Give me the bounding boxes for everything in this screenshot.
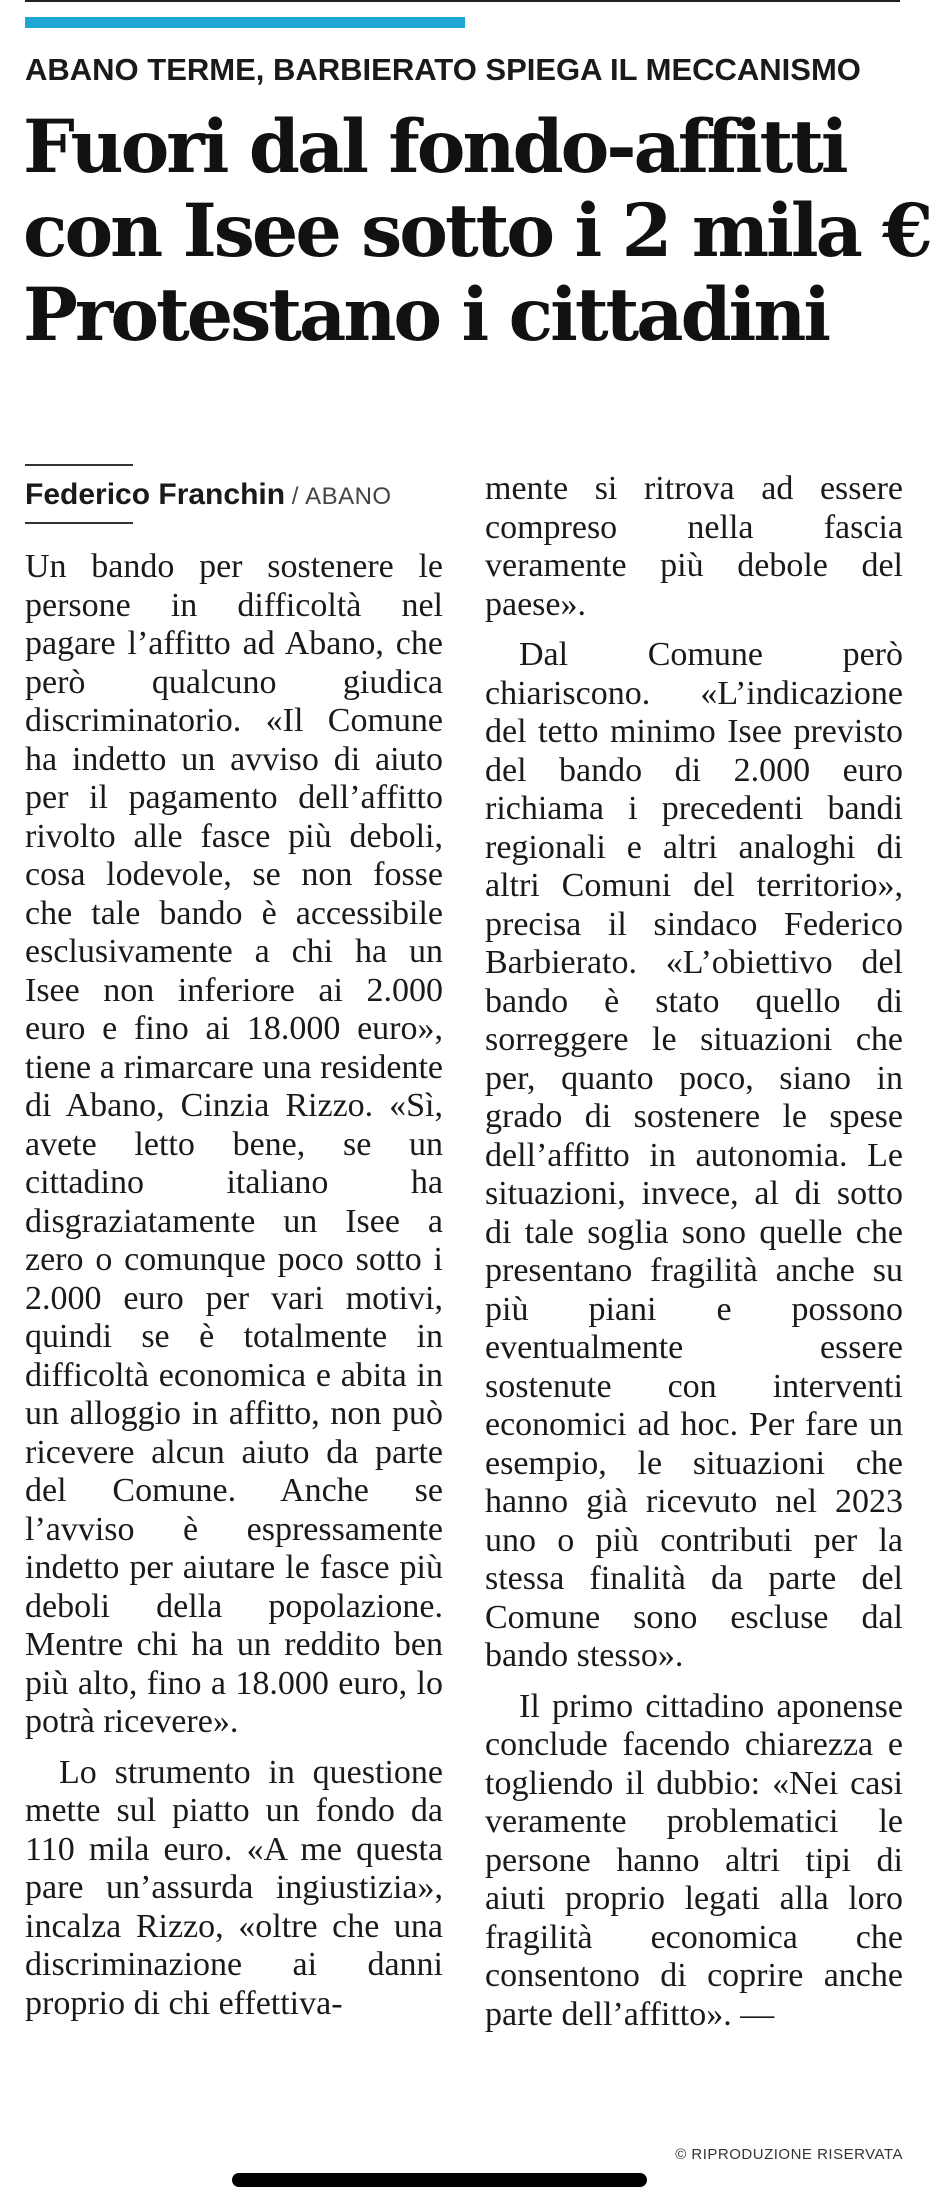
byline-separator: / bbox=[285, 483, 306, 510]
byline bbox=[25, 478, 392, 512]
body-paragraph: Il primo cittadino aponense conclude facendo chiarezza e togliendo il dubbio: «Nei casi veramente problematici le persone hanno altri tipi di aiuti proprio legati alla loro fragilità economica che consentono di coprire anche parte dell’affitto». — bbox=[485, 1687, 903, 2033]
body-paragraph: Dal Comune però chiariscono. «L’indicazione del tetto minimo Isee previsto del bando di 2.000 euro richiama i precedenti bandi regionali e altri analoghi di altri Comuni del territorio», precisa il sindaco Federico Barbierato. «L’obiettivo del bando è stato quello di sorreggere le situazioni che per, quanto poco, siano in grado di sostenere le spese dell’affitto in autonomia. Le situazioni, invece, al di sotto di tale soglia sono quelle che presentano fragilità anche su più piani e possono eventualmente essere sostenute con interventi economici ad hoc. Per fare un esempio, le situazioni che hanno già ricevuto nel 2023 uno o più contributi per la stessa finalità da parte del Comune sono escluse dal bando stesso». bbox=[485, 636, 903, 1674]
byline-rule-bottom bbox=[25, 522, 133, 524]
accent-bar bbox=[25, 17, 465, 28]
article-kicker: ABANO TERME, BARBIERATO SPIEGA IL MECCANISMO bbox=[25, 52, 861, 87]
article-headline bbox=[23, 104, 931, 358]
article-column-left bbox=[25, 548, 443, 2023]
byline-rule-top bbox=[25, 464, 133, 466]
home-indicator[interactable] bbox=[232, 2173, 647, 2187]
article-column-right bbox=[485, 470, 903, 2034]
body-paragraph: Lo strumento in questione mette sul piatto un fondo da 110 mila euro. «A me questa pare un’assurda ingiustizia», incalza Rizzo, «oltre che una discriminazione ai danni proprio di chi effettiva- bbox=[25, 1753, 443, 2022]
headline-line-2: con Isee sotto i 2 mila € bbox=[23, 188, 931, 274]
top-rule bbox=[25, 0, 900, 2]
headline-line-1: Fuori dal fondo-affitti bbox=[23, 104, 846, 190]
byline-place: ABANO bbox=[305, 483, 392, 510]
body-paragraph: mente si ritrova ad essere compreso nella fascia veramente più debole del paese». bbox=[485, 470, 903, 623]
byline-author: Federico Franchin bbox=[25, 478, 286, 511]
headline-line-3: Protestano i cittadini bbox=[23, 272, 829, 358]
body-paragraph: Un bando per sostenere le persone in difficoltà nel pagare l’affitto ad Abano, che però qualcuno giudica discriminatorio. «Il Comune ha indetto un avviso di aiuto per il pagamento dell’affitto rivolto alle fasce più deboli, cosa lodevole, se non fosse che tale bando è accessibile esclusivamente a chi ha un Isee non inferiore ai 2.000 euro e fino ai 18.000 euro», tiene a rimarcare una residente di Abano, Cinzia Rizzo. «Sì, avete letto bene, se un cittadino italiano ha disgraziatamente un Isee a zero o comunque poco sotto i 2.000 euro per vari motivi, quindi se è totalmente in difficoltà economica e abita in un alloggio in affitto, non può ricevere alcun aiuto da parte del Comune. Anche se l’avviso è espressamente indetto per aiutare le fasce più deboli della popolazione. Mentre chi ha un reddito ben più alto, fino a 18.000 euro, lo potrà ricevere». bbox=[25, 548, 443, 1740]
copyright-notice: © RIPRODUZIONE RISERVATA bbox=[675, 2146, 903, 2163]
